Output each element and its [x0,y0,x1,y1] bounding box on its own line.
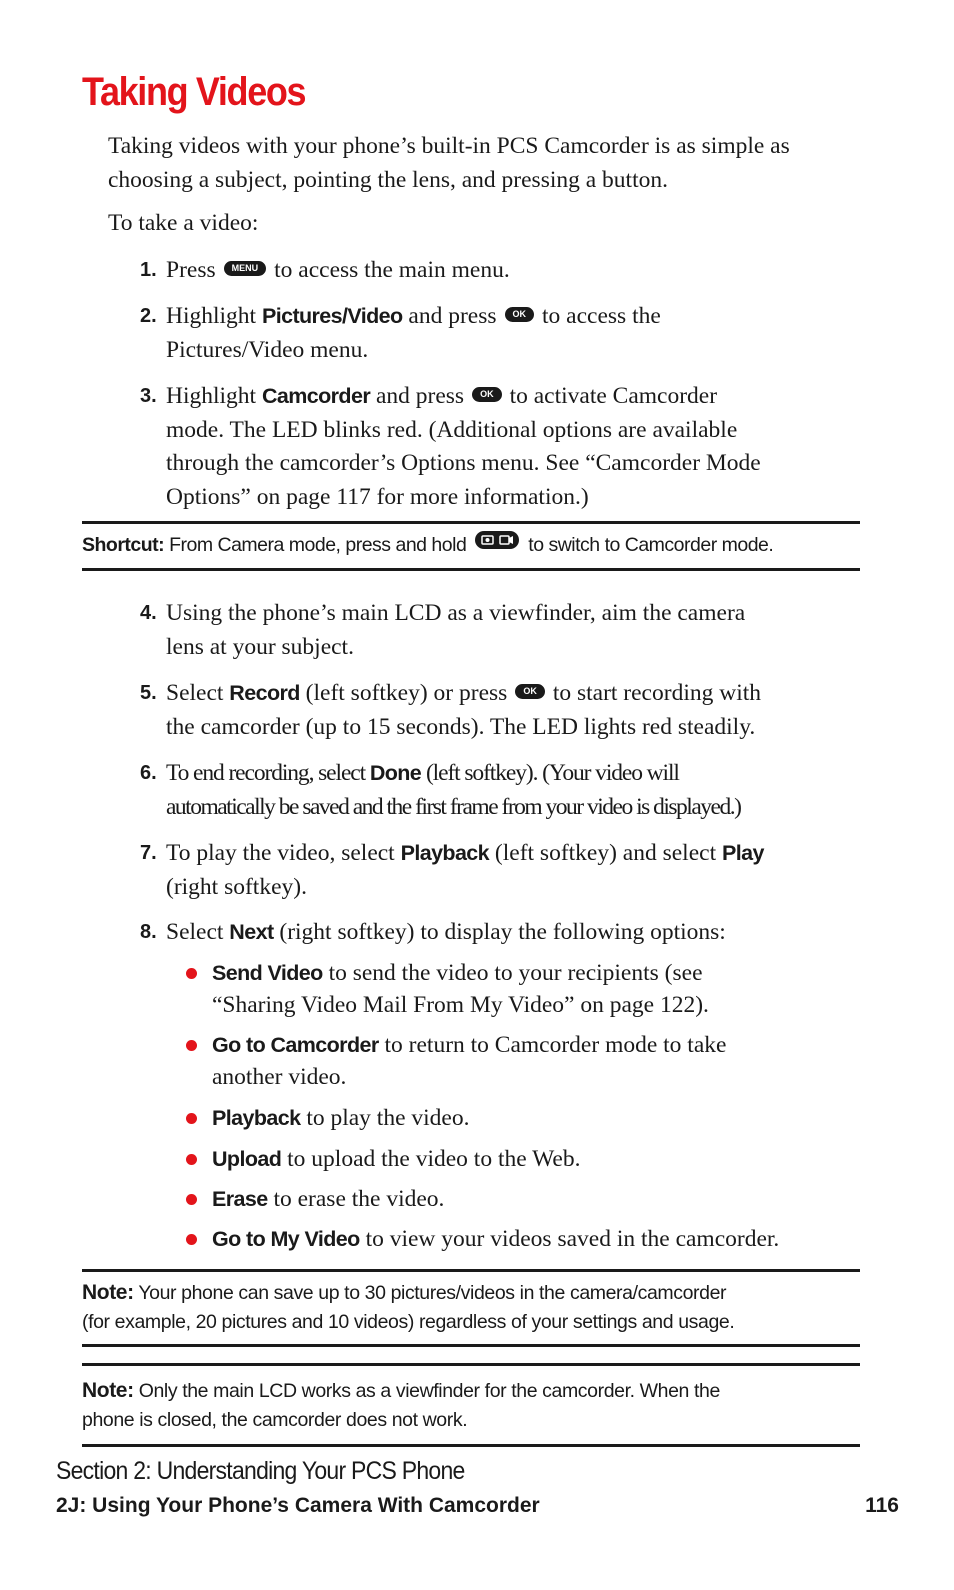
lead-text: To take a video: [108,210,259,236]
footer-section: Section 2: Understanding Your PCS Phone [56,1457,465,1485]
step-number: 7. [140,842,157,864]
step-3 [166,380,866,514]
shortcut-text: From Camera mode, press and hold [169,534,467,557]
step-text: to start recording with [552,680,761,706]
step-text: Using the phone’s main LCD as a viewfinder, aim the camera [166,600,746,626]
menu-item-name: Pictures/Video [261,304,403,328]
step-4 [166,597,866,664]
step-text: automatically be saved and the first frame from your video is displayed.) [166,793,741,820]
note-box [82,1269,860,1347]
step-number: 8. [140,921,157,943]
option-text: another video. [212,1064,347,1090]
step-7 [166,837,866,904]
option-name: Playback [212,1106,301,1130]
option-text: to return to Camcorder mode to take [384,1032,727,1058]
step-text: To play the video, select [166,840,395,866]
ok-key-icon: OK [515,684,545,699]
option-text: “Sharing Video Mail From My Video” on page 122). [212,992,709,1018]
step-text: the camcorder (up to 15 seconds). The LED lights red steadily. [166,713,756,740]
step-1 [166,254,510,288]
step-text: lens at your subject. [166,633,354,660]
option-name: Upload [212,1147,282,1171]
step-text: Options” on page 117 for more information.) [166,483,589,510]
option-name: Go to My Video [212,1227,360,1251]
option-item [212,1029,862,1093]
option-item [212,1183,444,1217]
option-item [212,1143,580,1177]
shortcut-box [82,521,860,571]
step-text: (right softkey) to display the following options: [279,919,726,945]
step-number: 2. [140,305,157,327]
step-number: 5. [140,682,157,704]
step-text: Select [166,680,224,706]
menu-key-icon: MENU [224,261,267,276]
step-text: (left softkey). (Your video will [425,760,679,786]
ok-key-icon: OK [472,387,502,402]
step-text: and press [375,383,465,409]
step-8 [166,916,866,950]
step-text: Highlight [166,383,257,409]
option-text: to upload the video to the Web. [287,1146,581,1172]
note-label: Note: [82,1379,134,1402]
step-text: to activate Camcorder [509,383,718,409]
step-text: to access the main menu. [274,257,510,283]
step-number: 4. [140,602,157,624]
option-item [212,1102,469,1136]
step-2 [166,300,866,367]
step-text: to access the [542,303,661,329]
bullet-dot-icon [186,1154,197,1165]
step-text: (left softkey) or press [305,680,508,706]
note-box [82,1363,860,1447]
note-label: Note: [82,1281,134,1304]
softkey-name: Record [229,681,300,705]
bullet-dot-icon [186,968,197,979]
step-text: To end recording, select [166,760,366,786]
shortcut-label: Shortcut: [82,534,165,557]
page-number: 116 [865,1494,899,1517]
note-text: Your phone can save up to 30 pictures/videos in the camera/camcorder [138,1282,727,1304]
bullet-dot-icon [186,1234,197,1245]
step-text: Pictures/Video menu. [166,336,369,363]
step-6 [166,757,866,824]
softkey-name: Play [721,841,764,865]
option-name: Send Video [212,961,323,985]
step-text: through the camcorder’s Options menu. See “Camcorder Mode [166,450,761,476]
menu-item-name: Camcorder [261,384,371,408]
camera-camcorder-key-icon [474,530,520,556]
step-text: (right softkey). [166,873,307,900]
bullet-dot-icon [186,1113,197,1124]
option-text: to send the video to your recipients (see [328,960,703,986]
bullet-dot-icon [186,1194,197,1205]
option-text: to play the video. [306,1105,470,1131]
option-text: to erase the video. [273,1186,445,1212]
softkey-name: Next [229,920,274,944]
footer-chapter: 2J: Using Your Phone’s Camera With Camcorder [56,1494,540,1517]
step-number: 1. [140,259,157,281]
option-text: to view your videos saved in the camcorder. [365,1226,780,1252]
option-name: Go to Camcorder [212,1033,379,1057]
page-title: Taking Videos [82,70,306,114]
intro-paragraph: Taking videos with your phone’s built-in PCS Camcorder is as simple as choosing a subject, pointing the lens, and pressing a button. [108,133,790,193]
step-text: Select [166,919,224,945]
ok-key-icon: OK [505,307,535,322]
note-text: phone is closed, the camcorder does not work. [82,1409,468,1431]
softkey-name: Playback [400,841,490,865]
shortcut-text: to switch to Camcorder mode. [528,534,774,557]
option-item [212,1223,779,1257]
step-number: 3. [140,385,157,407]
note-text: (for example, 20 pictures and 10 videos) regardless of your settings and usage. [82,1311,735,1333]
note-text: Only the main LCD works as a viewfinder for the camcorder. When the [138,1380,720,1402]
bullet-dot-icon [186,1040,197,1051]
step-text: and press [408,303,497,329]
option-name: Erase [212,1187,268,1211]
step-text: Highlight [166,303,257,329]
step-text: Press [166,257,216,283]
step-number: 6. [140,762,157,784]
step-5 [166,677,866,744]
step-text: (left softkey) and select [494,840,717,866]
step-text: mode. The LED blinks red. (Additional options are available [166,416,738,443]
softkey-name: Done [369,761,422,785]
option-item [212,957,862,1021]
